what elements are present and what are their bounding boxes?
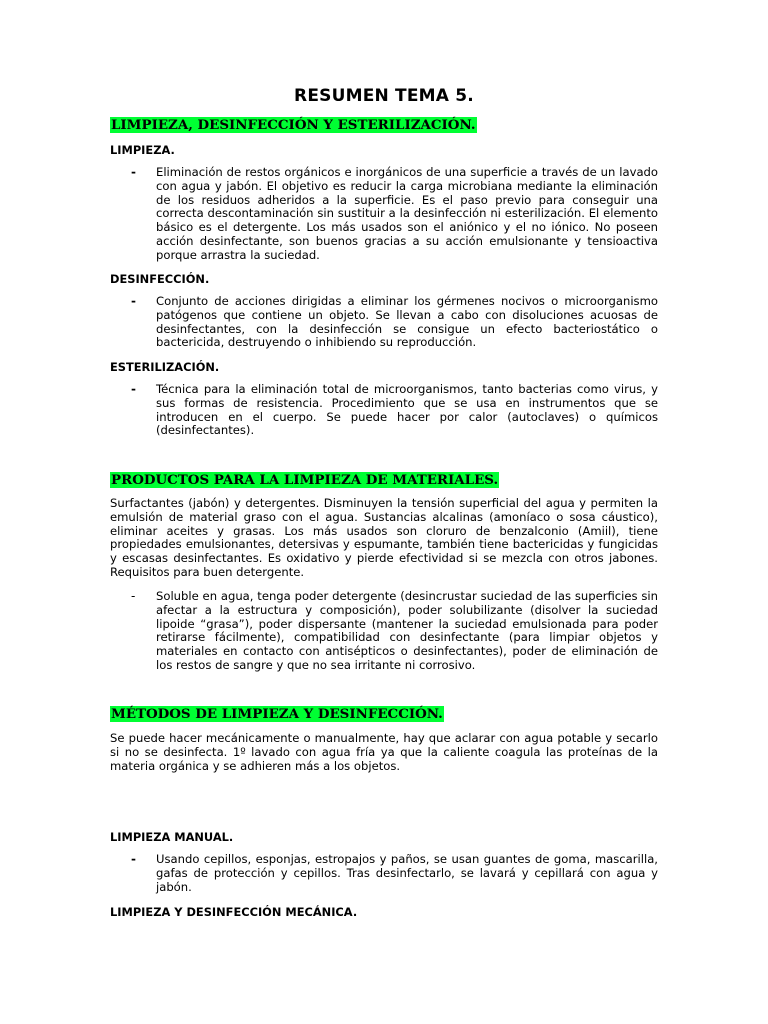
bullet-requisitos [110,590,658,673]
heading-highlight: PRODUCTOS PARA LA LIMPIEZA DE MATERIALES. [111,472,499,488]
bullet-marker: - [131,294,136,308]
bullet-marker: - [131,852,136,866]
section-heading-limpieza-desinfeccion [110,117,477,134]
bullet-marker: - [131,589,136,603]
bullet-limpieza [110,166,658,263]
subheading-limpieza: LIMPIEZA. [110,143,175,157]
paragraph-productos-intro: Surfactantes (jabón) y detergentes. Disminuyen la tensión superficial del agua y permiten la emulsión de material graso con el agua. Sustancias alcalinas (amoníaco o sosa cáustico), eliminar aceites y grasas. Los más usados son cloruro de benzalconio (Amiil), tiene propiedades emulsionantes, detersivas y espumante, también tiene bactericidas y fungicidas y escasas desinfectantes. Es oxidativo y pierde efectividad si se mezcla con otros jabones. Requisitos para buen detergente. [110,496,658,579]
bullet-text: Soluble en agua, tenga poder detergente (desincrustar suciedad de las superficies sin afectar a la estructura y composición), poder solubilizante (disolver la suciedad lipoide “grasa”), poder dispersante (mantener la suciedad emulsionada para poder retirarse fácilmente), compatibilidad con desinfectante (para limpiar objetos y materiales en contacto con antisépticos o desinfectantes), poder de eliminación de los restos de sangre y que no sea irritante ni corrosivo. [156,589,658,672]
section-heading-productos [110,472,499,489]
heading-highlight: LIMPIEZA, DESINFECCIÓN Y ESTERILIZACIÓN. [111,117,476,133]
bullet-text: Técnica para la eliminación total de microorganismos, tanto bacterias como virus, y sus formas de resistencia. Procedimiento que se usa en instrumentos que se introducen en el cuerpo. Se puede hacer por calor (autoclaves) o químicos (desinfectantes). [156,382,658,438]
bullet-text: Conjunto de acciones dirigidas a eliminar los gérmenes nocivos o microorganismo patógenos que contiene un objeto. Se llevan a cabo con disoluciones acuosas de desinfectantes, con la desinfección se consigue un efecto bacteriostático o bactericida, destruyendo o inhibiendo su reproducción. [156,294,658,350]
bullet-text: Usando cepillos, esponjas, estropajos y paños, se usan guantes de goma, mascarilla, gafas de protección y cepillos. Tras desinfectarlo, se lavará y cepillará con agua y jabón. [156,852,658,894]
heading-highlight: MÉTODOS DE LIMPIEZA Y DESINFECCIÓN. [111,706,443,722]
document-title: RESUMEN TEMA 5. [294,86,474,106]
paragraph-metodos-intro: Se puede hacer mecánicamente o manualmente, hay que aclarar con agua potable y secarlo si no se desinfecta. 1º lavado con agua fría ya que la caliente coagula las proteínas de la materia orgánica y se adhieren más a los objetos. [110,731,658,773]
bullet-marker: - [131,165,136,179]
subheading-esterilizacion: ESTERILIZACIÓN. [110,360,220,374]
bullet-limpieza-manual [110,853,658,894]
bullet-marker: - [131,382,136,396]
subheading-desinfeccion: DESINFECCIÓN. [110,272,210,286]
subheading-limpieza-mecanica: LIMPIEZA Y DESINFECCIÓN MECÁNICA. [110,905,358,919]
bullet-esterilizacion [110,383,658,438]
bullet-desinfeccion [110,295,658,350]
subheading-limpieza-manual: LIMPIEZA MANUAL. [110,830,234,844]
bullet-text: Eliminación de restos orgánicos e inorgánicos de una superficie a través de un lavado con agua y jabón. El objetivo es reducir la carga microbiana mediante la eliminación de los residuos adheridos a la superficie. Es el paso previo para conseguir una correcta descontaminación sin sustituir a la desinfección ni esterilización. El elemento básico es el detergente. Los más usados son el aniónico y el no iónico. No poseen acción desinfectante, son buenos gracias a su acción emulsionante y tensioactiva porque arrastra la suciedad. [156,165,658,262]
section-heading-metodos [110,706,444,723]
